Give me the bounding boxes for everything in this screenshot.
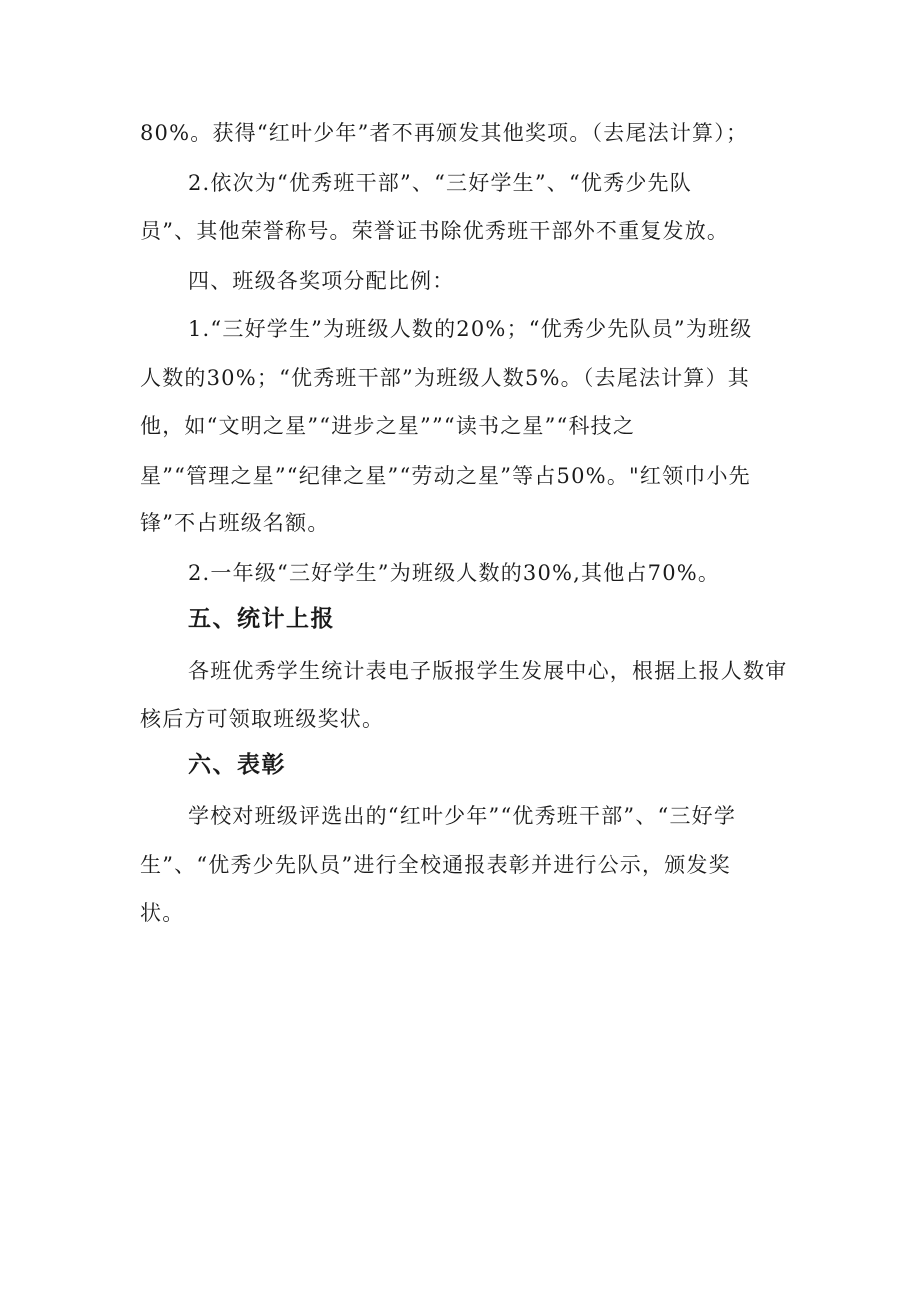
paragraph-line: 人数的30%；“优秀班干部”为班级人数5%。（去尾法计算）其 (140, 366, 750, 390)
section-subheading: 四、班级各奖项分配比例： (188, 269, 455, 293)
section-heading: 五、统计上报 (188, 606, 335, 632)
paragraph-line: 80%。获得“红叶少年”者不再颁发其他奖项。（去尾法计算）； (140, 121, 749, 145)
paragraph-line: 核后方可领取班级奖状。 (140, 707, 385, 731)
paragraph-line: 2.依次为“优秀班干部”、“三好学生”、“优秀少先队 (188, 171, 692, 195)
section-heading: 六、表彰 (188, 752, 286, 778)
paragraph-line: 2.一年级“三好学生”为班级人数的30%,其他占70%。 (188, 561, 721, 585)
paragraph-line: 学校对班级评选出的“红叶少年”“优秀班干部”、“三好学 (188, 804, 737, 828)
paragraph-line: 生”、“优秀少先队员”进行全校通报表彰并进行公示，颁发奖 (140, 853, 731, 877)
paragraph-line: 1.“三好学生”为班级人数的20%；“优秀少先队员”为班级 (188, 317, 753, 341)
paragraph-line: 星”“管理之星”“纪律之星”“劳动之星”等占50%。"红领巾小先 (140, 464, 751, 488)
paragraph-line: 锋”不占班级名额。 (140, 511, 330, 535)
paragraph-line: 各班优秀学生统计表电子版报学生发展中心，根据上报人数审 (188, 659, 788, 683)
paragraph-line: 他，如“文明之星”“进步之星””“读书之星”“科技之 (140, 414, 636, 438)
paragraph-line: 状。 (140, 901, 185, 925)
paragraph-line: 员”、其他荣誉称号。荣誉证书除优秀班干部外不重复发放。 (140, 219, 730, 243)
